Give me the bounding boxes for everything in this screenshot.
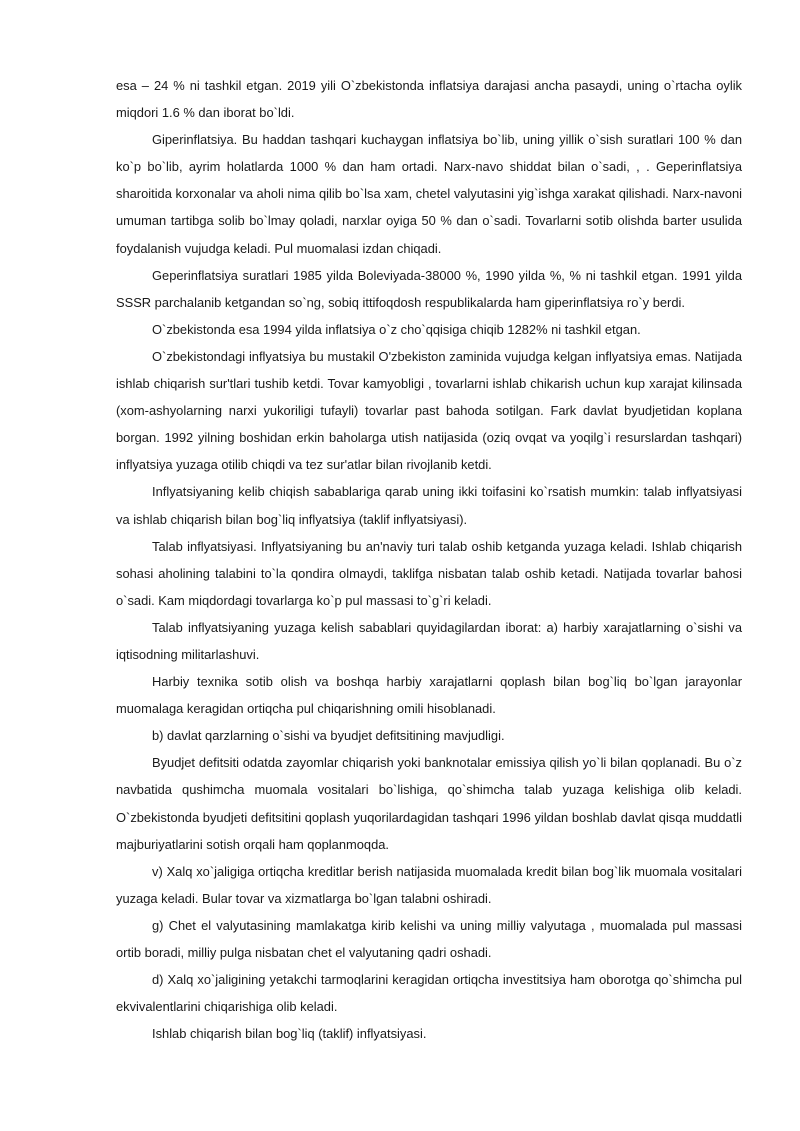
paragraph-3: Geperinflatsiya suratlari 1985 yilda Boleviyada-38000 %, 1990 yilda %, % ni tashkil etgan. 1991 yilda SSSR parchalanib ketgandan so`ng, sobiq ittifoqdosh respublikalarda ham giperinflatsiya ro`y berdi. xyxy=(116,267,742,310)
paragraph-1: esa – 24 % ni tashkil etgan. 2019 yili O`zbekistonda inflatsiya darajasi ancha pasaydi, uning o`rtacha oylik miqdori 1.6 % dan iborat bo`ldi. xyxy=(116,78,742,121)
document-page xyxy=(116,72,742,1047)
paragraph-7: Talab inflyatsiyasi. Inflyatsiyaning bu an'naviy turi talab oshib ketganda yuzaga keladi. Ishlab chiqarish sohasi aholining talabini to`la qondira olmaydi, taklifga nisbatan talab oshib ketadi. Natijada tovarlar bahosi o`sadi. Kam miqdordagi tovarlarga ko`p pul massasi to`g`ri keladi. xyxy=(116,538,742,608)
paragraph-5: O`zbekistondagi inflyatsiya bu mustakil O'zbekiston zaminida vujudga kelgan inflyatsiya emas. Natijada ishlab chiqarish sur'tlari tushib ketdi. Tovar kamyobligi , tovarlarni ishlab chikarish uchun kup xarajat kilinsada (xom-ashyolarning narxi yukoriligi tufayli) tovarlar past bahoda sotilgan. Fark davlat byudjetidan koplana borgan. 1992 yilning boshidan erkin baholarga utish natijasida (oziq ovqat va yoqilg`i resurslardan tashqari) inflyatsiya yuzaga otilib chiqdi va tez sur'atlar bilan rivojlanib ketdi. xyxy=(116,348,742,473)
paragraph-9: Harbiy texnika sotib olish va boshqa harbiy xarajatlarni qoplash bilan bog`liq bo`lgan jarayonlar muomalaga keragidan ortiqcha pul chiqarishning omili hisoblanadi. xyxy=(116,674,742,717)
paragraph-14: d) Xalq xo`jaligining yetakchi tarmoqlarini keragidan ortiqcha investitsiya ham oborotga qo`shimcha pul ekvivalentlarini chiqarishiga olib keladi. xyxy=(116,972,742,1015)
paragraph-4: O`zbekistonda esa 1994 yilda inflatsiya o`z cho`qqisiga chiqib 1282% ni tashkil etgan. xyxy=(152,321,641,337)
paragraph-10: b) davlat qarzlarning o`sishi va byudjet defitsitining mavjudligi. xyxy=(152,728,505,744)
paragraph-13: g) Chet el valyutasining mamlakatga kirib kelishi va uning milliy valyutaga , muomalada pul massasi ortib boradi, milliy pulga nisbatan chet el valyutaning qadri oshadi. xyxy=(116,917,742,960)
paragraph-11: Byudjet defitsiti odatda zayomlar chiqarish yoki banknotalar emissiya qilish yo`li bilan qoplanadi. Bu o`z navbatida qushimcha muomala vositalari bo`lishiga, qo`shimcha talab yuzaga kelishiga olib keladi. O`zbekistonda byudjeti defitsitini qoplash yuqorilardagidan tashqari 1996 yildan boshlab davlat qisqa muddatli majburiyatlarini sotish orqali ham qoplanmoqda. xyxy=(116,755,742,852)
paragraph-12: v) Xalq xo`jaligiga ortiqcha kreditlar berish natijasida muomalada kredit bilan bog`lik muomala vositalari yuzaga keladi. Bular tovar va xizmatlarga bo`lgan talabni oshiradi. xyxy=(116,863,742,906)
paragraph-6: Inflyatsiyaning kelib chiqish sabablariga qarab uning ikki toifasini ko`rsatish mumkin: talab inflyatsiyasi va ishlab chiqarish bilan bog`liq inflyatsiya (taklif inflyatsiyasi). xyxy=(116,484,742,527)
paragraph-8: Talab inflyatsiyaning yuzaga kelish sabablari quyidagilardan iborat: a) harbiy xarajatlarning o`sishi va iqtisodning militarlashuvi. xyxy=(116,619,742,662)
paragraph-2: Giperinflatsiya. Bu haddan tashqari kuchaygan inflatsiya bo`lib, uning yillik o`sish suratlari 100 % dan ko`p bo`lib, ayrim holatlarda 1000 % dan ham ortadi. Narx-navo shiddat bilan o`sadi, , . Geperinflatsiya sharoitida korxonalar va aholi nima qilib bo`lsa xam, chetel valyutasini yig`ishga xarakat qilishadi. Narx-navoni umuman tartibga solib bo`lmay qoladi, narxlar oyiga 50 % dan o`sadi. Tovarlarni sotib olishda barter usulida foydalanish vujudga keladi. Pul muomalasi izdan chiqadi. xyxy=(116,132,742,256)
paragraph-15: Ishlab chiqarish bilan bog`liq (taklif) inflyatsiyasi. xyxy=(152,1026,427,1042)
